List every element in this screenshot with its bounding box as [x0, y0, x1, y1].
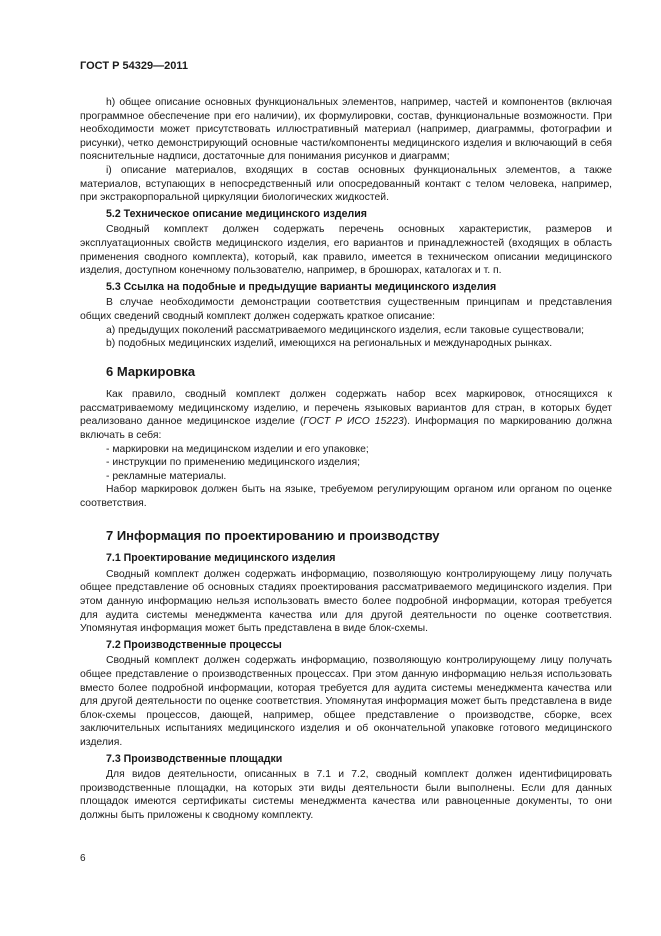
section-5-3-item-b: b) подобных медицинских изделий, имеющихся на региональных и международных рынках. [106, 338, 553, 350]
document-body [80, 96, 612, 823]
document-header: ГОСТ Р 54329—2011 [80, 60, 188, 72]
section-6-text-part2: ). Информация по маркированию должна включать в себя: [80, 416, 613, 442]
heading-7: 7 Информация по проектированию и производству [106, 527, 440, 543]
heading-7-1: 7.1 Проектирование медицинского изделия [106, 552, 336, 565]
section-6-text-end: Набор маркировок должен быть на языке, требуемом регулирующим органом или органом по оценке соответствия. [80, 484, 612, 510]
heading-5-2: 5.2 Техническое описание медицинского изделия [106, 207, 367, 220]
section-6-list-item-1: - маркировки на медицинском изделии и его упаковке; [106, 443, 369, 455]
heading-7-3: 7.3 Производственные площадки [106, 752, 283, 765]
section-5-3-item-a: a) предыдущих поколений рассматриваемого медицинского изделия, если таковые существовали; [106, 324, 585, 336]
heading-6: 6 Маркировка [106, 363, 196, 379]
item-i: i) описание материалов, входящих в состав основных функциональных элементов, а также материалов, вступающих в непосредственный или опосредованный контакт с телом человека, например, при экстракорпоральной циркуляции биологических жидкостей. [80, 164, 612, 204]
item-h: h) общее описание основных функциональных элементов, например, частей и компонентов (включая программное обеспечение при его наличии), их формулировки, состав, функциональные возможности. При необходимости может присутствовать иллюстративный материал (например, диаграммы, фотографии и рисунки), четко демонстрирующий основные части/компоненты медицинского изделия и включающий в себя пояснительные надписи, достаточные для понимания рисунков и диаграмм; [80, 97, 612, 163]
section-7-1-text: Сводный комплект должен содержать информацию, позволяющую контролирующему лицу получать общее представление об основных стадиях проектирования рассматриваемого медицинского изделия. При этом данную информацию нельзя использовать вместо более подробной информации, которая требуется для аудита системы менеджмента качества или для другой деятельности по оценке соответствия. Упомянутая информация может быть представлена в виде блок-схемы. [80, 568, 612, 635]
standard-reference: ГОСТ Р ИСО 15223 [303, 416, 404, 428]
heading-7-2: 7.2 Производственные процессы [106, 638, 282, 651]
section-6-list-item-3: - рекламные материалы. [106, 470, 227, 482]
section-6-text [80, 388, 612, 442]
section-6-list-item-2: - инструкции по применению медицинского изделия; [106, 457, 360, 469]
section-5-2-text: Сводный комплект должен содержать перечень основных характеристик, размеров и эксплуатационных свойств медицинского изделия, его вариантов и принадлежностей (входящих в область применения сводного комплекта), который, как правило, имеется в техническом описании медицинского изделия, доступном конечному пользователю, например, в брошюрах, каталогах и т. п. [80, 224, 612, 277]
section-6-text-part1: Как правило, сводный комплект должен содержать набор всех маркировок, относящихся к рассматриваемому медицинскому изделию, и перечень языковых вариантов для стран, в которых будет реализовано данное медицинское изделие ( [80, 389, 612, 428]
page-number: 6 [80, 853, 86, 864]
section-7-3-text: Для видов деятельности, описанных в 7.1 и 7.2, сводный комплект должен идентифицировать производственные площадки, на которых эти виды деятельности были выполнены. Если для данных площадок имеются сертификаты системы менеджмента качества или равноценные документы, то они должны быть приложены к сводному комплекту. [80, 769, 612, 821]
heading-5-3: 5.3 Ссылка на подобные и предыдущие варианты медицинского изделия [106, 280, 497, 293]
section-5-3-text: В случае необходимости демонстрации соответствия существенным принципам и представления общих сведений сводный комплект должен содержать краткое описание: [80, 297, 612, 322]
section-7-2-text: Сводный комплект должен содержать информацию, позволяющую контролирующему лицу получать общее представление о производственных процессах. При этом данную информацию нельзя использовать вместо более подробной информации, которая требуется для аудита системы менеджмента качества или для другой деятельности по оценке соответствия. Упомянутая информация может быть представлена в виде блок-схемы процессов, дающей, например, общее представление о производстве, сборке, всех заключительных испытаниях медицинского изделия и об окончательной упаковке готового медицинского изделия. [80, 655, 612, 748]
